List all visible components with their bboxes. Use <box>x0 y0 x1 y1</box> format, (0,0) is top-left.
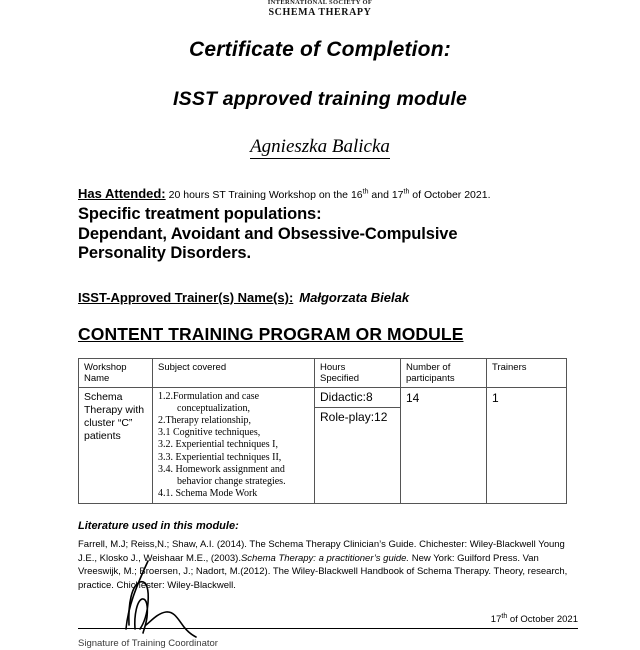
trainer-name: Małgorzata Bielak <box>299 289 410 305</box>
signature-rule <box>78 628 578 629</box>
signature-date <box>491 614 578 625</box>
trainer-row <box>78 290 568 305</box>
handwritten-signature <box>106 559 236 637</box>
signature-date-sup: th <box>501 612 508 620</box>
table-header-row <box>79 358 567 387</box>
attended-mid: and 17 <box>368 189 404 201</box>
header-subject-covered: Subject covered <box>153 358 315 387</box>
literature-line-4: Therapy. Theory, research, practice. Chichester: Wiley-Blackwell. <box>78 566 568 591</box>
literature-line-1: Farrell, M.J; Reiss,N.; Shaw, A.I. (2014). The Schema Therapy Clinician’s Guide. Chichester: Wiley-Blackwell <box>78 539 536 551</box>
subject-item-continuation: behavior change strategies. <box>177 475 286 487</box>
subject-item-continuation: conceptualization, <box>177 402 251 414</box>
literature-heading: Literature used in this module: <box>78 520 239 533</box>
literature-line-2a: Young J.E., Klosko J., Weishaar M.E., (2003). <box>78 539 565 564</box>
logo-line-2: SCHEMA THERAPY <box>268 7 372 18</box>
hours-roleplay: Role-play:12 <box>320 409 388 424</box>
certificate-body <box>78 187 568 592</box>
attended-sup-1: th <box>362 188 369 196</box>
populations-line-1: Specific treatment populations: <box>78 205 322 223</box>
table-row <box>79 387 567 504</box>
organization-logo <box>0 0 640 19</box>
header-hours-specified <box>315 358 401 387</box>
treatment-populations <box>78 205 568 264</box>
attended-suffix: of October 2021. <box>409 189 491 201</box>
cell-hours-specified <box>315 387 401 504</box>
subject-item <box>158 427 310 439</box>
has-attended-text <box>169 189 491 201</box>
subject-item-text: 4.1. Schema Mode Work <box>158 488 258 500</box>
subject-item-text: 1.2.Formulation and case <box>158 390 260 402</box>
signature-date-suffix: of October 2021 <box>507 614 578 625</box>
signature-area <box>78 559 578 649</box>
populations-line-2: Dependant, Avoidant and Obsessive-Compulsive <box>78 224 458 243</box>
module-title: ISST approved training module <box>173 88 467 110</box>
header-number-of-participants <box>401 358 487 387</box>
cell-subject-covered <box>153 387 315 504</box>
has-attended-label: Has Attended: <box>78 186 166 201</box>
logo-line-1: INTERNATIONAL SOCIETY OF <box>267 0 373 6</box>
subject-item-text: 2.Therapy relationship, <box>158 414 252 426</box>
signature-date-prefix: 17 <box>490 614 502 625</box>
recipient-name: Agnieszka Balicka <box>250 136 390 157</box>
subject-item <box>158 391 310 415</box>
subject-item-text: 3.3. Experiential techniques II, <box>158 451 282 463</box>
hours-didactic: Didactic:8 <box>315 388 400 408</box>
subject-item-text: 3.2. Experiential techniques I, <box>158 439 278 451</box>
subject-item-text: 3.4. Homework assignment and <box>158 463 285 475</box>
header-workshop-name: Workshop Name <box>79 358 153 387</box>
header-hours-line-2: Specified <box>320 372 360 384</box>
program-table <box>78 358 567 505</box>
subject-item-text: 3.1 Cognitive techniques, <box>158 427 261 439</box>
certificate-title-block <box>0 38 640 159</box>
cell-workshop-name: Schema Therapy with cluster “C” patients <box>79 387 153 504</box>
certificate-title: Certificate of Completion: <box>189 38 451 61</box>
subject-item <box>158 488 310 500</box>
header-trainers: Trainers <box>487 358 567 387</box>
cell-trainers: 1 <box>487 387 567 504</box>
literature-line-2-italic: Schema Therapy: a practitioner’s guide. <box>240 552 410 564</box>
subject-item <box>158 452 310 464</box>
subject-item <box>158 415 310 427</box>
subject-item <box>158 464 310 488</box>
attended-prefix: 20 hours ST Training Workshop on the 16 <box>168 189 363 201</box>
signature-caption: Signature of Training Coordinator <box>78 638 218 649</box>
has-attended-row <box>78 187 568 202</box>
subject-item <box>158 439 310 451</box>
trainer-label: ISST-Approved Trainer(s) Name(s): <box>78 289 294 305</box>
header-hours-line-1: Hours <box>320 361 346 373</box>
attended-sup-2: th <box>403 188 410 196</box>
literature-line-2b: New York: Guilford <box>409 552 491 564</box>
literature-line-3: Press. Van Vreeswijk, M.; Broersen, J.; Nadort, M.(2012). The Wiley-Blackwell Handbook of Schema <box>78 552 539 578</box>
program-heading: CONTENT TRAINING PROGRAM OR MODULE <box>78 323 464 344</box>
header-participants-line-2: participants <box>406 372 455 384</box>
header-participants-line-1: Number of <box>406 361 451 373</box>
cell-participants: 14 <box>401 387 487 504</box>
populations-line-3: Personality Disorders. <box>78 244 251 262</box>
